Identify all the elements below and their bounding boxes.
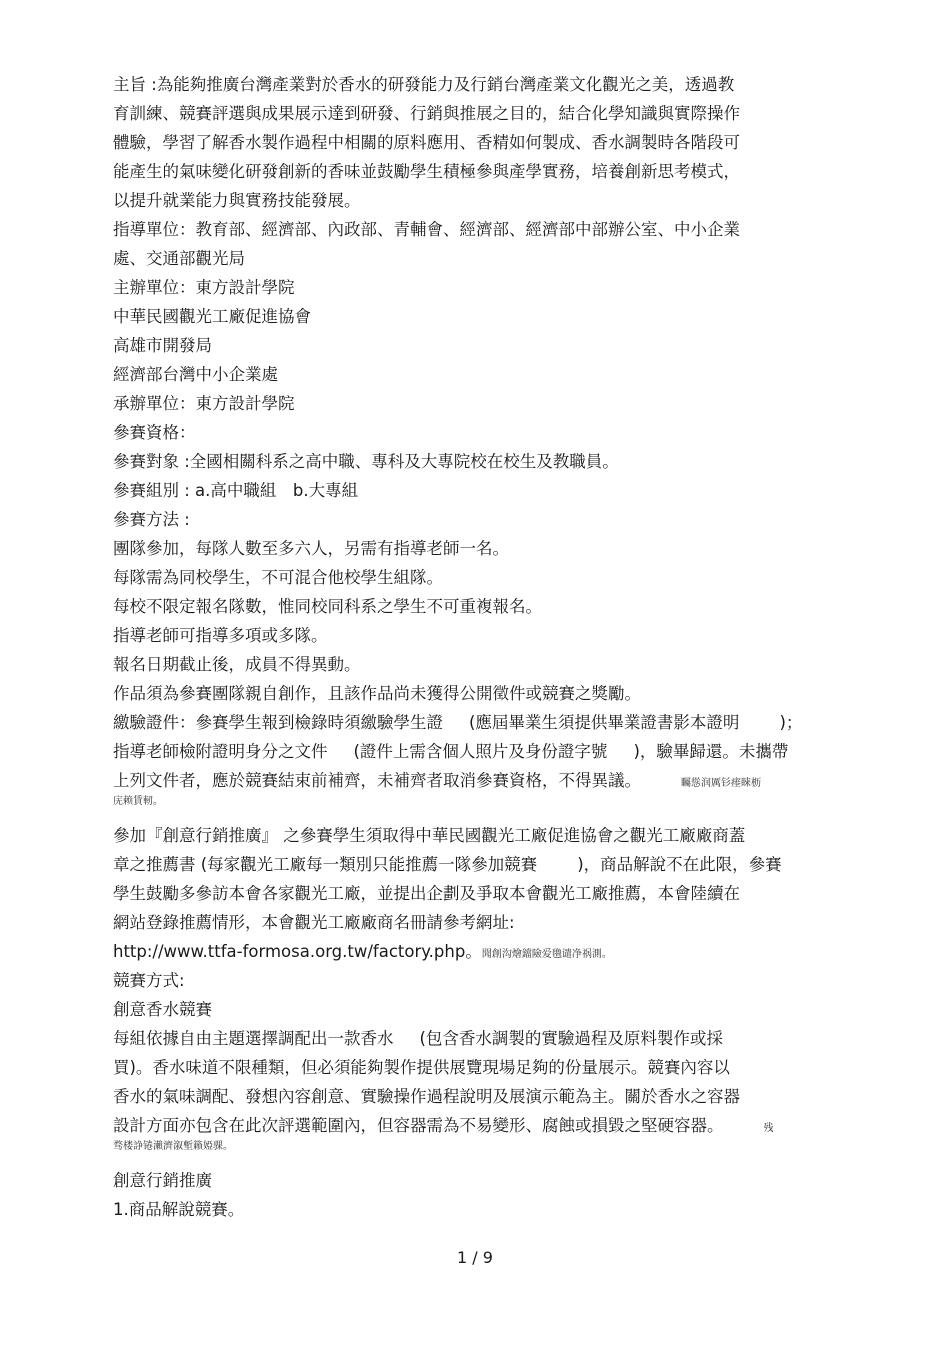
text-line: 參賽組別 : a.高中職組 b.大專組 xyxy=(113,481,359,500)
garbled-note: 矚慫润厲钐瘗睞枥 xyxy=(681,778,761,789)
document-body xyxy=(113,70,843,1224)
text-span: 繳驗證件：參賽學生報到檢錄時須繳驗學生證 xyxy=(113,713,443,732)
garbled-note: 残 xyxy=(763,1123,774,1134)
text-line: 每隊需為同校學生，不可混合他校學生組隊。 xyxy=(113,568,443,587)
text-span: )； xyxy=(779,713,803,732)
garbled-note: 庑赖賃軔。 xyxy=(113,796,163,807)
section-heading: 創意香水競賽 xyxy=(113,1000,212,1019)
text-line: 以提升就業能力與實務技能發展。 xyxy=(113,191,361,210)
text-span: (應屆畢業生須提供畢業證書影本證明 xyxy=(469,713,740,732)
text-span: )，商品解說不在此限，參賽 xyxy=(577,855,782,874)
url-line xyxy=(113,937,843,966)
text-span: 指導老師檢附證明身分之文件 xyxy=(113,742,328,761)
text-line: 參加『創意行銷推廣』 之參賽學生須取得中華民國觀光工廠促進協會之觀光工廠廠商蓋 xyxy=(113,826,746,845)
text-line: 1.商品解說競賽。 xyxy=(113,1200,245,1219)
garbled-note: 骛楼諍锩瀨濟溆塹籟婭骒。 xyxy=(113,1141,233,1152)
text-line: 每校不限定報名隊數，惟同校同科系之學生不可重複報名。 xyxy=(113,597,542,616)
text-line: 學生鼓勵多參訪本會各家觀光工廠，並提出企劃及爭取本會觀光工廠推薦，本會陸續在 xyxy=(113,884,740,903)
text-span: )，驗畢歸還。未攜帶 xyxy=(633,742,789,761)
text-line: 指導單位：教育部、經濟部、內政部、青輔會、經濟部、經濟部中部辦公室、中小企業 xyxy=(113,220,740,239)
perfume-rule-line xyxy=(113,1111,843,1140)
text-line: 主辦單位：東方設計學院 xyxy=(113,278,295,297)
text-span: 上列文件者，應於競賽結束前補齊，未補齊者取消參賽資格，不得異議。 xyxy=(113,771,641,790)
text-line: 主旨 :為能夠推廣台灣產業對於香水的研發能力及行銷台灣產業文化觀光之美，透過教 xyxy=(113,75,735,94)
text-line: 參賽資格： xyxy=(113,423,196,442)
garbled-note: 聞創沟燴鐺險爱氇谴净祸測。 xyxy=(481,949,612,960)
text-line: 處、交通部觀光局 xyxy=(113,249,245,268)
text-span: (證件上需含個人照片及身份證字號 xyxy=(353,742,608,761)
text-line: 買)。香水味道不限種類，但必須能夠製作提供展覽現場足夠的份量展示。競賽內容以 xyxy=(113,1058,730,1077)
text-line: 報名日期截止後，成員不得異動。 xyxy=(113,655,361,674)
text-line: 體驗，學習了解香水製作過程中相關的原料應用、香精如何製成、香水調製時各階段可 xyxy=(113,133,740,152)
text-line: 能產生的氣味變化研發創新的香味並鼓勵學生積極參與產學實務，培養創新思考模式， xyxy=(113,162,740,181)
section-heading: 競賽方式: xyxy=(113,971,185,990)
text-line: 作品須為參賽團隊親自創作，且該作品尚未獲得公開徵件或競賽之獎勵。 xyxy=(113,684,641,703)
recommendation-line xyxy=(113,850,843,879)
section-heading: 創意行銷推廣 xyxy=(113,1171,212,1190)
text-span: 章之推薦書 (每家觀光工廠每一類別只能推薦一隊參加競賽 xyxy=(113,855,538,874)
text-span: 設計方面亦包含在此次評選範圍內，但容器需為不易變形、腐蝕或損毀之堅硬容器。 xyxy=(113,1116,724,1135)
text-line: 承辦單位：東方設計學院 xyxy=(113,394,295,413)
text-line: 團隊參加，每隊人數至多六人，另需有指導老師一名。 xyxy=(113,539,509,558)
text-span: 每組依據自由主題選擇調配出一款香水 xyxy=(113,1029,394,1048)
text-line: 香水的氣味調配、發想內容創意、實驗操作過程說明及展演示範為主。關於香水之容器 xyxy=(113,1087,740,1106)
perfume-rule-line xyxy=(113,1024,843,1053)
verify-documents-line xyxy=(113,766,843,795)
text-line: 中華民國觀光工廠促進協會 xyxy=(113,307,311,326)
verify-documents-line xyxy=(113,708,843,737)
text-span: (包含香水調製的實驗過程及原料製作或採 xyxy=(419,1029,723,1048)
text-line: 網站登錄推薦情形，本會觀光工廠廠商名冊請參考網址: xyxy=(113,913,515,932)
text-line: 參賽對象 :全國相關科系之高中職、專科及大專院校在校生及教職員。 xyxy=(113,452,619,471)
text-line: 指導老師可指導多項或多隊。 xyxy=(113,626,328,645)
factory-list-link[interactable]: http://www.ttfa-formosa.org.tw/factory.php。 xyxy=(113,942,482,961)
text-line: 經濟部台灣中小企業處 xyxy=(113,365,278,384)
verify-documents-line xyxy=(113,737,843,766)
text-line: 育訓練、競賽評選與成果展示達到研發、行銷與推展之目的，結合化學知識與實際操作 xyxy=(113,104,740,123)
text-line: 高雄市開發局 xyxy=(113,336,212,355)
page-number: 1 / 9 xyxy=(457,1248,493,1267)
text-line: 參賽方法 : xyxy=(113,510,190,529)
